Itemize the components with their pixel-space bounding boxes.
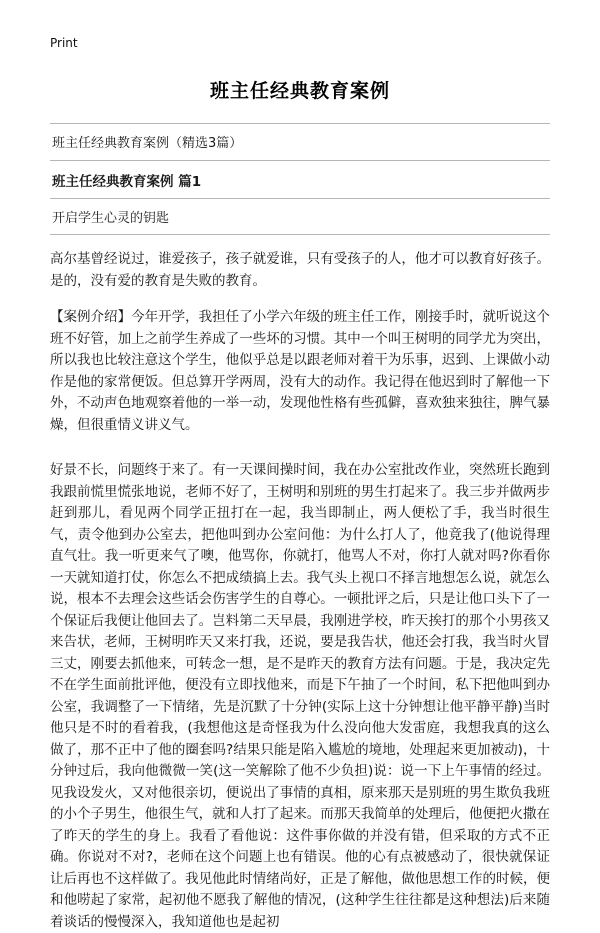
article-body xyxy=(50,249,550,933)
paragraph: 高尔基曾经说过，谁爱孩子，孩子就爱谁，只有受孩子的人，他才可以教育好孩子。是的，没有爱的教育是失败的教育。 xyxy=(50,251,550,289)
article-subtitle: 班主任经典教育案例（精选3篇） xyxy=(50,123,550,161)
section-subheading: 开启学生心灵的钥匙 xyxy=(50,199,550,235)
paragraph: 【案例介绍】今年开学，我担任了小学六年级的班主任工作，刚接手时，就听说这个班不好管，加上之前学生养成了一些坏的习惯。其中一个叫王树明的同学尤为突出，所以我也比较注意这个学生，他似乎总是以跟老师对着干为乐事，迟到、上课做小动作是他的家常便饭。但总算开学两周，没有大的动作。我记得在他迟到时了解他一下外，不动声色地观察着他的一举一动，发现他性格有些孤僻，喜欢独来独往，脾气暴燥，但很重情义讲义气。 xyxy=(50,309,550,433)
paragraph: 好景不长，问题终于来了。有一天课间操时间，我在办公室批改作业，突然班长跑到我跟前慌里慌张地说，老师不好了，王树明和别班的男生打起来了。我三步并做两步赶到那儿，看见两个同学正扭打在一起，我当即制止，两人便松了手，我当时很生气，责令他到办公室去，把他叫到办公室问他：为什么打人了，他竟我了(他说得理直气壮。我一听更来气了噢，他骂你，你就打，他骂人不对，你打人就对吗?你看你一天就知道打仗，你怎么不把成绩搞上去。我气头上视口不择言地想怎么说，就怎么说，根本不去理会这些话会伤害学生的自尊心。一顿批评之后，只是让他口头下了一个保证后我便让他回去了。岂料第二天早晨，我刚进学校，昨天挨打的那个小男孩又来告状，老师，王树明昨天又来打我，还说，要是我告状，他还会打我，我当时火冒三丈，刚要去抓他来，可转念一想，是不是昨天的教育方法有问题。于是，我决定先不在学生面前批评他，便没有立即找他来，而是下午抽了一个时间，私下把他叫到办公室，我调整了一下情绪，先是沉默了十分钟(实际上这十分钟想让他平静平静)当时他只是不时的看着我，(我想他这是奇怪我为什么没向他大发雷庭，我想我真的这么做了，那不正中了他的圈套吗?结果只能是陷入尴尬的境地，处理起来更加被动)，十分钟过后，我向他微微一笑(这一笑解除了他不少负担)说：说一下上午事情的经过。见我设发火，又对他很亲切，便说出了事情的真相，原来那天是别班的男生欺负我班的小个子男生，他很生气，就和人打了起来。而那天我简单的处理后，他便把火撒在了昨天的学生的身上。我看了看他说：这件事你做的并没有错，但采取的方式不正确。你说对不对?，老师在这个问题上也有错误。他的心有点被感动了，很快就保证让后再也不这样做了。我见他此时情绪尚好，正是了解他，做他思想工作的时候，便和他唠起了家常，起初他不愿我了解他的情况，(这种学生往往都是这种想法)后来随着谈话的慢慢深入，我知道他也是起初 xyxy=(50,462,550,930)
section-heading: 班主任经典教育案例 篇1 xyxy=(50,161,550,199)
print-link[interactable]: Print xyxy=(50,36,78,50)
page-title: 班主任经典教育案例 xyxy=(209,80,390,102)
